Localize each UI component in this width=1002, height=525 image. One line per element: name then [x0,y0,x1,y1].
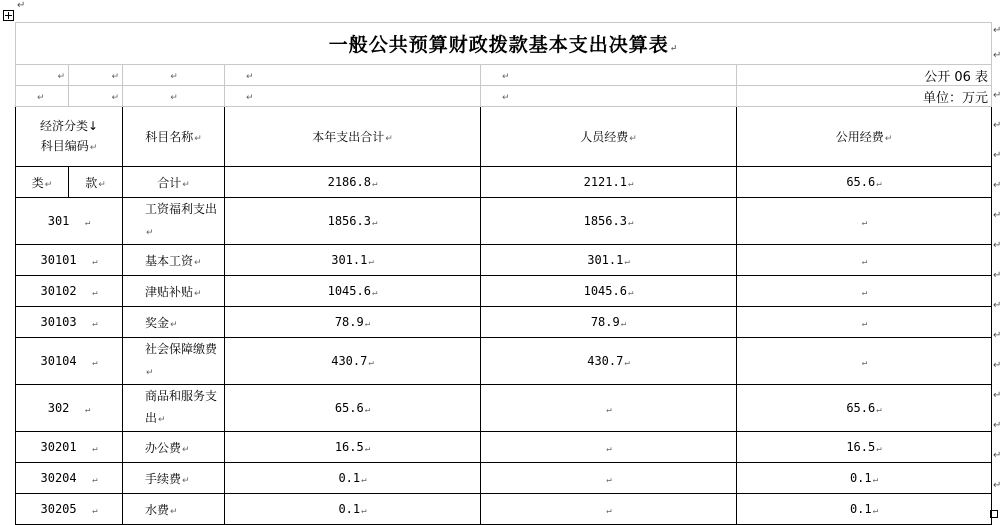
empty-cell: ↵ [16,65,69,86]
paragraph-mark: ↵ [993,300,1002,311]
paragraph-mark: ↵ [993,150,1002,161]
personnel-cell: 1856.3↵ [481,198,737,245]
subject-code-cell: 30205 ↵ [16,494,123,525]
public-cell: 16.5↵ [737,432,992,463]
personnel-cell: ↵ [481,494,737,525]
total-cell: 301.1↵ [225,245,481,276]
paragraph-mark: ↵ [993,50,1002,61]
table-row [16,198,992,245]
total-cell: 78.9↵ [225,307,481,338]
table-row [16,385,992,432]
total-label: 合计↵ [123,167,225,198]
table-number: 公开 06 表 [737,65,992,86]
subject-name-cell: 基本工资↵ [123,245,225,276]
public-cell: 0.1↵ [737,494,992,525]
personnel-cell: 430.7↵ [481,338,737,385]
total-cell: 0.1↵ [225,494,481,525]
header-total: 本年支出合计↵ [225,107,481,167]
table-row [16,494,992,525]
total-amount: 2186.8↵ [225,167,481,198]
subject-code-cell: 30101 ↵ [16,245,123,276]
subject-name-cell: 商品和服务支出↵ [123,385,225,432]
paragraph-mark: ↵ [993,210,1002,221]
total-cell: 65.6↵ [225,385,481,432]
paragraph-mark: ↵ [993,330,1002,341]
personnel-cell: ↵ [481,432,737,463]
personnel-cell: 78.9↵ [481,307,737,338]
paragraph-mark: ↵ [993,120,1002,131]
table-row [16,307,992,338]
table-row [16,245,992,276]
total-cell: 16.5↵ [225,432,481,463]
total-cell: 430.7↵ [225,338,481,385]
header-public: 公用经费↵ [737,107,992,167]
header-kuan: 款↵ [69,167,123,198]
header-subject-name: 科目名称↵ [123,107,225,167]
subject-code-cell: 302 ↵ [16,385,123,432]
paragraph-mark: ↵ [993,360,1002,371]
empty-cell: ↵ [225,86,481,107]
paragraph-mark: ↵ [17,0,26,11]
total-cell: 0.1↵ [225,463,481,494]
empty-cell: ↵ [69,86,123,107]
total-personnel: 2121.1↵ [481,167,737,198]
paragraph-mark: ↵ [993,180,1002,191]
subject-code-cell: 30102 ↵ [16,276,123,307]
table-move-handle-icon[interactable] [3,10,14,21]
subject-name-cell: 工资福利支出↵ [123,198,225,245]
public-cell: 0.1↵ [737,463,992,494]
public-cell: ↵ [737,307,992,338]
header-personnel: 人员经费↵ [481,107,737,167]
total-cell: 1045.6↵ [225,276,481,307]
public-cell: ↵ [737,338,992,385]
public-cell: ↵ [737,245,992,276]
subject-name-cell: 手续费↵ [123,463,225,494]
budget-table [15,22,992,525]
paragraph-mark: ↵ [993,270,1002,281]
table-row [16,463,992,494]
unit-label: 单位：万元 [737,86,992,107]
empty-cell: ↵ [123,65,225,86]
subject-code-cell: 30201 ↵ [16,432,123,463]
subject-name-cell: 奖金↵ [123,307,225,338]
table-resize-handle-icon[interactable] [990,510,998,518]
table-title: 一般公共预算财政拨款基本支出决算表↵ [16,23,992,65]
empty-cell: ↵ [481,65,737,86]
subject-name-cell: 办公费↵ [123,432,225,463]
header-econ-class: 经济分类↓ 科目编码↵ [16,107,123,167]
empty-cell: ↵ [225,65,481,86]
personnel-cell: ↵ [481,463,737,494]
empty-cell: ↵ [481,86,737,107]
empty-cell: ↵ [16,86,69,107]
paragraph-mark: ↵ [993,25,1002,36]
table-row [16,276,992,307]
subject-name-cell: 津贴补贴↵ [123,276,225,307]
public-cell: ↵ [737,276,992,307]
subject-name-cell: 社会保障缴费↵ [123,338,225,385]
total-public: 65.6↵ [737,167,992,198]
subject-code-cell: 30204 ↵ [16,463,123,494]
paragraph-mark: ↵ [993,480,1002,491]
paragraph-mark: ↵ [993,450,1002,461]
subject-name-cell: 水费↵ [123,494,225,525]
personnel-cell: 1045.6↵ [481,276,737,307]
public-cell: ↵ [737,198,992,245]
paragraph-mark: ↵ [993,390,1002,401]
subject-code-cell: 301 ↵ [16,198,123,245]
total-cell: 1856.3↵ [225,198,481,245]
header-lei: 类↵ [16,167,69,198]
paragraph-mark: ↵ [993,240,1002,251]
empty-cell: ↵ [123,86,225,107]
personnel-cell: 301.1↵ [481,245,737,276]
paragraph-mark: ↵ [993,420,1002,431]
public-cell: 65.6↵ [737,385,992,432]
subject-code-cell: 30104 ↵ [16,338,123,385]
paragraph-mark: ↵ [993,90,1002,101]
personnel-cell: ↵ [481,385,737,432]
table-row [16,432,992,463]
empty-cell: ↵ [69,65,123,86]
table-row [16,338,992,385]
subject-code-cell: 30103 ↵ [16,307,123,338]
